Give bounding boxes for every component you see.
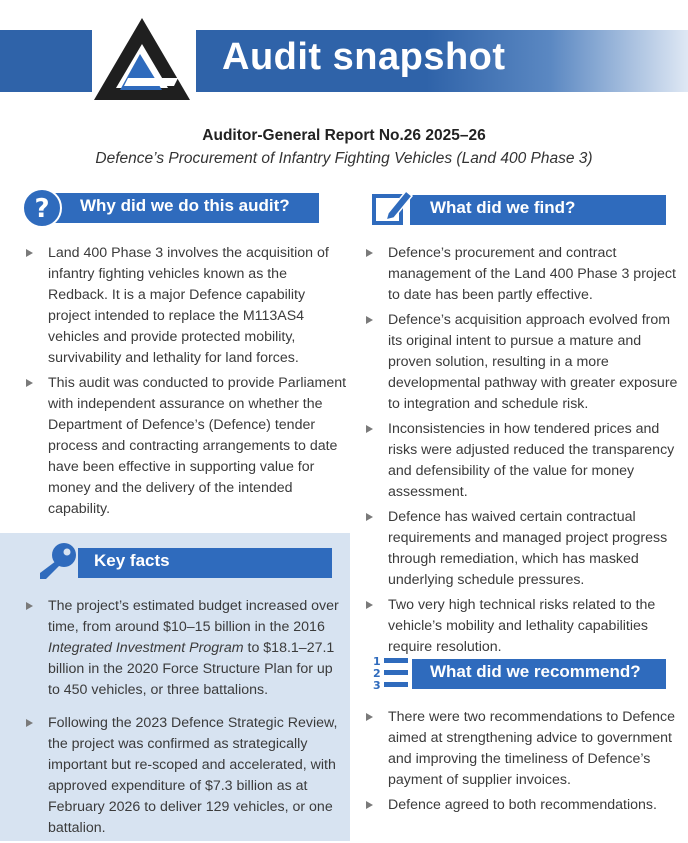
bullet-icon <box>26 602 33 610</box>
svg-text:2: 2 <box>373 667 381 680</box>
edit-icon <box>372 187 414 227</box>
bullet-icon <box>366 316 373 324</box>
list-item: Defence’s acquisition approach evolved from its original intent to pursue a mature and proven solution, resulting in a more developmental pathway with greater exposure to integration and schedule risk. <box>364 310 682 415</box>
list-item: Two very high technical risks related to the vehicle’s mobility and lethality capabilities require resolution. <box>364 595 682 658</box>
bullet-icon <box>26 719 33 727</box>
anao-logo <box>92 16 196 102</box>
svg-text:3: 3 <box>373 679 381 692</box>
bullet-icon <box>366 513 373 521</box>
list-item: Inconsistencies in how tendered prices and risks were adjusted reduced the transparency and defensibility of the value for money assessment. <box>364 419 682 503</box>
report-subtitle: Defence’s Procurement of Infantry Fighting Vehicles (Land 400 Phase 3) <box>95 150 593 167</box>
list-item: Land 400 Phase 3 involves the acquisition of infantry fighting vehicles known as the Redback. It is a major Defence capability project intended to replace the M113AS4 vehicles and provide protected mobility, survivability and lethality for land forces. <box>24 243 348 369</box>
svg-text:?: ? <box>34 194 50 224</box>
list-item: The project’s estimated budget increased over time, from around $10–15 billion in the 2016 Integrated Investment Program to $18.1–27.1 billion in the 2020 Force Structure Plan for up to 450 vehicles, or three battalions. <box>24 596 344 701</box>
list-item: There were two recommendations to Defence aimed at strengthening advice to government and improving the timeliness of Defence’s payment of supplier invoices. <box>364 707 682 791</box>
bullet-icon <box>366 601 373 609</box>
section-why-title: Why did we do this audit? <box>80 196 290 215</box>
question-icon <box>22 188 62 228</box>
bullet-icon <box>366 425 373 433</box>
find-list <box>364 243 682 662</box>
list-item: Defence’s procurement and contract management of the Land 400 Phase 3 project to date has been partly effective. <box>364 243 682 306</box>
report-number: Auditor-General Report No.26 2025–26 <box>202 127 486 144</box>
list-item: Defence agreed to both recommendations. <box>364 795 682 816</box>
section-key-title: Key facts <box>94 551 170 570</box>
section-key-header <box>36 548 336 578</box>
bullet-icon <box>366 713 373 721</box>
list-item: This audit was conducted to provide Parliament with independent assurance on whether the Department of Defence’s (Defence) tender process and contracting arrangements to date have been effective in supporting value for money and the delivery of the intended capability. <box>24 373 348 520</box>
section-recommend-title: What did we recommend? <box>430 662 641 681</box>
section-find-title: What did we find? <box>430 198 576 217</box>
key-icon <box>36 541 78 581</box>
list-item: Defence has waived certain contractual requirements and managed project progress through remediation, which has masked underlying schedule pressures. <box>364 507 682 591</box>
recommend-list <box>364 707 682 820</box>
section-find-header <box>372 195 672 225</box>
key-facts-list <box>24 596 344 843</box>
section-recommend-header <box>372 655 672 692</box>
numbered-list-icon <box>372 653 412 693</box>
list-item: Following the 2023 Defence Strategic Review, the project was confirmed as strategically important but re-scoped and accelerated, with approved expenditure of $7.3 billion as at February 2026 to deliver 129 vehicles, or one battalion. <box>24 713 344 839</box>
page-title: Audit snapshot <box>222 36 506 78</box>
svg-text:1: 1 <box>373 655 381 668</box>
bullet-icon <box>26 379 33 387</box>
bullet-icon <box>26 249 33 257</box>
logo-icon <box>92 16 196 102</box>
bullet-icon <box>366 249 373 257</box>
bullet-icon <box>366 801 373 809</box>
section-why-header <box>24 193 324 223</box>
why-list <box>24 243 348 524</box>
